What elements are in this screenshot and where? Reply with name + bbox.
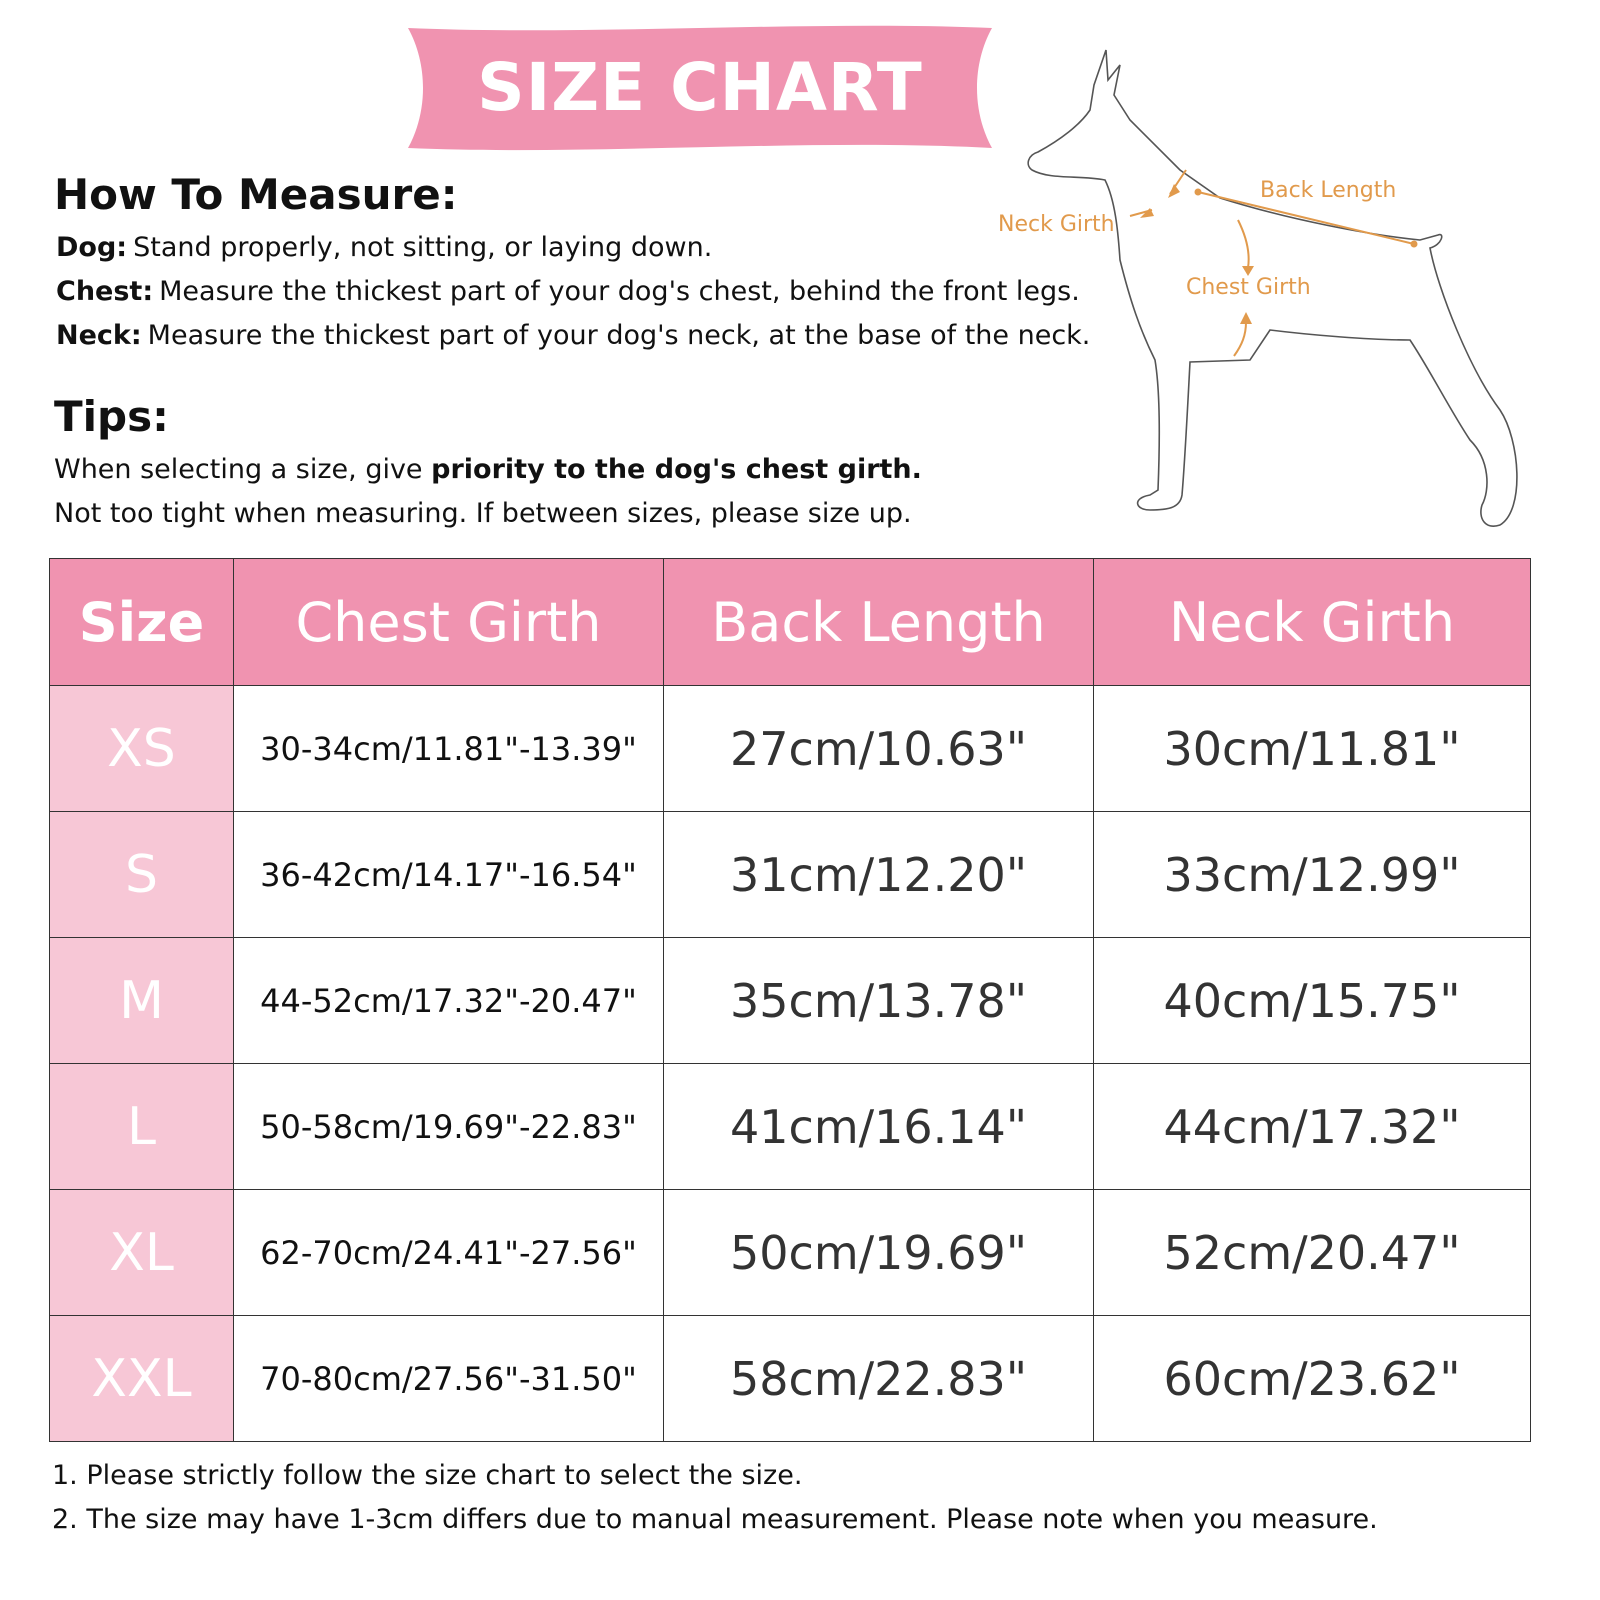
size-cell: XL bbox=[50, 1190, 234, 1316]
measure-text-neck: Measure the thickest part of your dog's neck, at the base of the neck. bbox=[147, 320, 1091, 351]
column-header-back-length: Back Length bbox=[664, 559, 1094, 686]
size-cell: XS bbox=[50, 686, 234, 812]
chest-girth-cell: 50-58cm/19.69"-22.83" bbox=[234, 1064, 664, 1190]
size-cell: L bbox=[50, 1064, 234, 1190]
tips-heading: Tips: bbox=[54, 392, 169, 441]
back-length-cell: 58cm/22.83" bbox=[664, 1316, 1094, 1442]
measure-label-neck: Neck: bbox=[56, 320, 142, 351]
chest-girth-label: Chest Girth bbox=[1186, 275, 1311, 300]
size-chart-banner bbox=[400, 24, 1000, 152]
page-title: SIZE CHART bbox=[477, 49, 923, 126]
table-row bbox=[50, 938, 1531, 1064]
measure-line-dog bbox=[56, 232, 712, 263]
column-header-neck-girth: Neck Girth bbox=[1094, 559, 1531, 686]
chest-girth-cell: 36-42cm/14.17"-16.54" bbox=[234, 812, 664, 938]
neck-girth-cell: 33cm/12.99" bbox=[1094, 812, 1531, 938]
column-header-chest-girth: Chest Girth bbox=[234, 559, 664, 686]
measure-label-chest: Chest: bbox=[56, 276, 154, 307]
table-row bbox=[50, 1190, 1531, 1316]
back-length-cell: 35cm/13.78" bbox=[664, 938, 1094, 1064]
neck-girth-cell: 40cm/15.75" bbox=[1094, 938, 1531, 1064]
measure-label-dog: Dog: bbox=[56, 232, 128, 263]
table-row bbox=[50, 1316, 1531, 1442]
chest-girth-cell: 62-70cm/24.41"-27.56" bbox=[234, 1190, 664, 1316]
size-cell: S bbox=[50, 812, 234, 938]
size-cell: M bbox=[50, 938, 234, 1064]
dog-measurement-diagram bbox=[990, 40, 1550, 540]
note-2: 2. The size may have 1-3cm differs due to manual measurement. Please note when you measure. bbox=[52, 1504, 1378, 1535]
measure-line-neck bbox=[56, 320, 1090, 351]
measure-text-dog: Stand properly, not sitting, or laying down. bbox=[133, 232, 713, 263]
tip-line-1 bbox=[54, 454, 922, 485]
back-length-cell: 50cm/19.69" bbox=[664, 1190, 1094, 1316]
back-length-cell: 27cm/10.63" bbox=[664, 686, 1094, 812]
back-length-cell: 41cm/16.14" bbox=[664, 1064, 1094, 1190]
measure-text-chest: Measure the thickest part of your dog's chest, behind the front legs. bbox=[159, 276, 1080, 307]
tip-line-1-text: When selecting a size, give bbox=[54, 454, 432, 485]
column-header-size: Size bbox=[50, 559, 234, 686]
back-length-cell: 31cm/12.20" bbox=[664, 812, 1094, 938]
table-row bbox=[50, 812, 1531, 938]
neck-girth-label: Neck Girth bbox=[998, 212, 1115, 237]
neck-girth-cell: 52cm/20.47" bbox=[1094, 1190, 1531, 1316]
chest-girth-cell: 70-80cm/27.56"-31.50" bbox=[234, 1316, 664, 1442]
tip-line-2: Not too tight when measuring. If between sizes, please size up. bbox=[54, 498, 912, 529]
tip-line-1-bold: priority to the dog's chest girth. bbox=[431, 454, 922, 485]
chest-girth-cell: 44-52cm/17.32"-20.47" bbox=[234, 938, 664, 1064]
size-table bbox=[49, 558, 1531, 1442]
table-row bbox=[50, 686, 1531, 812]
how-to-measure-heading: How To Measure: bbox=[54, 170, 458, 219]
measure-line-chest bbox=[56, 276, 1080, 307]
table-header-row bbox=[50, 559, 1531, 686]
table-row bbox=[50, 1064, 1531, 1190]
neck-girth-cell: 44cm/17.32" bbox=[1094, 1064, 1531, 1190]
neck-girth-cell: 60cm/23.62" bbox=[1094, 1316, 1531, 1442]
note-1: 1. Please strictly follow the size chart to select the size. bbox=[52, 1460, 803, 1491]
back-length-label: Back Length bbox=[1260, 178, 1397, 203]
neck-girth-cell: 30cm/11.81" bbox=[1094, 686, 1531, 812]
size-cell: XXL bbox=[50, 1316, 234, 1442]
chest-girth-cell: 30-34cm/11.81"-13.39" bbox=[234, 686, 664, 812]
